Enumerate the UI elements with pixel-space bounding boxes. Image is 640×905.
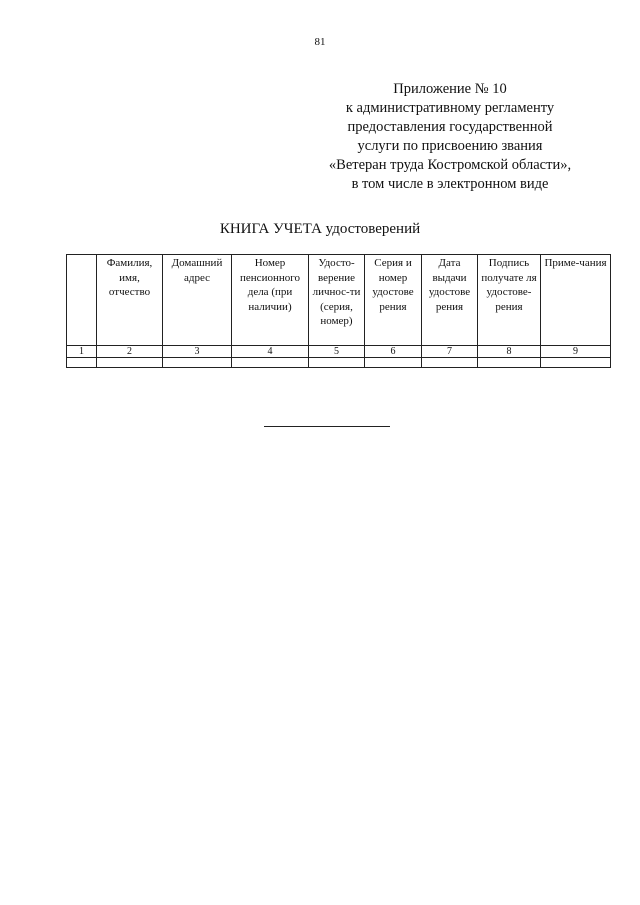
column-number-row: [67, 346, 611, 358]
appendix-line: предоставления государственной: [347, 119, 553, 135]
column-number: 3: [163, 346, 232, 358]
header-cell: Серия и номер удостове рения: [365, 255, 422, 346]
appendix-heading: [290, 80, 610, 194]
header-cell: Домашний адрес: [163, 255, 232, 346]
column-number: 4: [232, 346, 309, 358]
ledger-table: [66, 254, 611, 368]
header-row: [67, 255, 611, 346]
book-title: КНИГА УЧЕТА удостоверений: [219, 221, 421, 237]
empty-cell: [163, 358, 232, 368]
appendix-line: услуги по присвоению звания: [357, 138, 543, 154]
empty-cell: [232, 358, 309, 368]
empty-cell: [67, 358, 97, 368]
empty-data-row: [67, 358, 611, 368]
header-cell: Номер пенсионного дела (при наличии): [232, 255, 309, 346]
appendix-line: «Ветеран труда Костромской области»,: [328, 157, 572, 173]
empty-cell: [97, 358, 163, 368]
column-number: 5: [309, 346, 365, 358]
separator-line: [264, 426, 390, 427]
header-cell: Дата выдачи удостове рения: [422, 255, 478, 346]
empty-cell: [541, 358, 611, 368]
column-number: 8: [478, 346, 541, 358]
header-cell: Приме-чания: [541, 255, 611, 346]
empty-cell: [422, 358, 478, 368]
column-number: 1: [67, 346, 97, 358]
appendix-line: к административному регламенту: [345, 100, 555, 116]
empty-cell: [309, 358, 365, 368]
column-number: 7: [422, 346, 478, 358]
appendix-line: Приложение № 10: [393, 81, 507, 97]
empty-cell: [478, 358, 541, 368]
page-number: 81: [314, 36, 326, 48]
header-cell: Фамилия, имя, отчество: [97, 255, 163, 346]
header-cell: Удосто-верение личнос-ти (серия, номер): [309, 255, 365, 346]
empty-cell: [365, 358, 422, 368]
header-cell: [67, 255, 97, 346]
header-cell: Подпись получате ля удостове-рения: [478, 255, 541, 346]
appendix-line: в том числе в электронном виде: [351, 176, 549, 192]
column-number: 2: [97, 346, 163, 358]
column-number: 6: [365, 346, 422, 358]
column-number: 9: [541, 346, 611, 358]
